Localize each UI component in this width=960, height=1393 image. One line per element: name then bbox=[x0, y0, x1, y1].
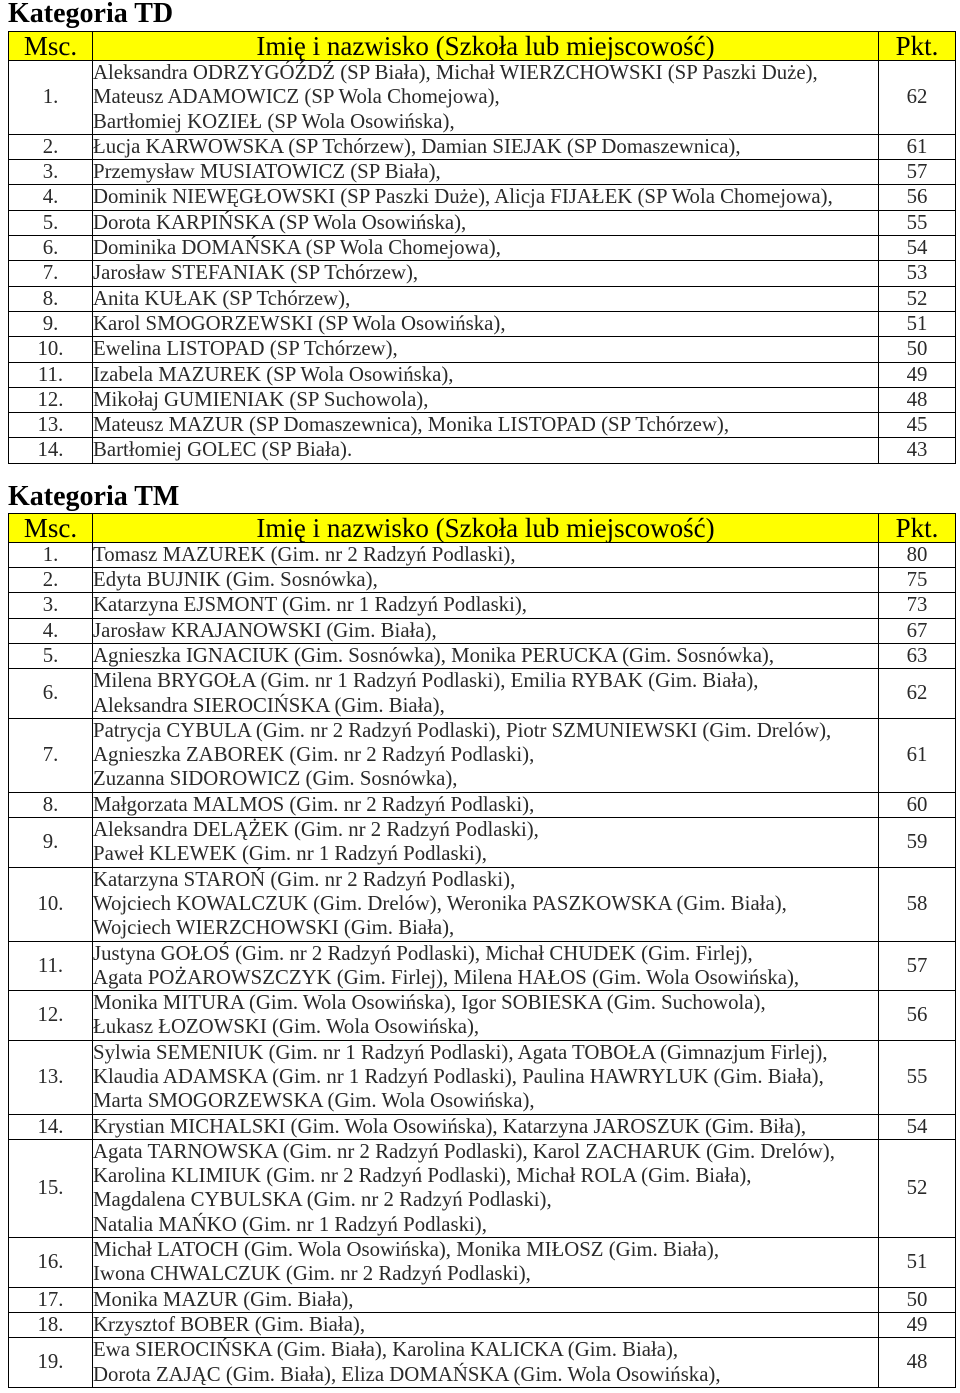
place-cell: 1. bbox=[9, 61, 93, 135]
participants-cell bbox=[93, 337, 879, 362]
points-cell: 52 bbox=[879, 1139, 956, 1237]
category-title-tm: Kategoria TM bbox=[8, 480, 180, 512]
participant-line: Agnieszka IGNACIUK (Gim. Sosnówka), Monika PERUCKA (Gim. Sosnówka), bbox=[93, 643, 775, 667]
points-cell: 51 bbox=[879, 311, 956, 336]
results-table-tm bbox=[8, 513, 956, 1388]
table-row bbox=[9, 61, 956, 135]
participant-line: Jarosław STEFANIAK (SP Tchórzew), bbox=[93, 261, 419, 285]
place-cell: 4. bbox=[9, 185, 93, 210]
points-cell: 50 bbox=[879, 337, 956, 362]
table-row bbox=[9, 818, 956, 868]
place-cell: 9. bbox=[9, 311, 93, 336]
participants-cell bbox=[93, 991, 879, 1041]
points-cell: 52 bbox=[879, 286, 956, 311]
results-table-td bbox=[8, 31, 956, 464]
place-cell: 11. bbox=[9, 941, 93, 991]
table-row bbox=[9, 669, 956, 719]
participant-line: Marta SMOGORZEWSKA (Gim. Wola Osowińska), bbox=[93, 1089, 535, 1113]
table-row bbox=[9, 718, 956, 792]
participants-cell bbox=[93, 261, 879, 286]
table-row bbox=[9, 941, 956, 991]
participant-line: Karol SMOGORZEWSKI (SP Wola Osowińska), bbox=[93, 311, 506, 335]
table-row bbox=[9, 362, 956, 387]
participants-cell bbox=[93, 1238, 879, 1288]
points-cell: 49 bbox=[879, 1312, 956, 1337]
table-row bbox=[9, 593, 956, 618]
place-cell: 13. bbox=[9, 413, 93, 438]
table-body-tm bbox=[9, 542, 956, 1387]
points-cell: 56 bbox=[879, 185, 956, 210]
table-row bbox=[9, 1238, 956, 1288]
participant-line: Dorota ZAJĄC (Gim. Biała), Eliza DOMAŃSKA (Gim. Wola Osowińska), bbox=[93, 1362, 721, 1386]
points-cell: 50 bbox=[879, 1287, 956, 1312]
participants-cell bbox=[93, 643, 879, 668]
table-header-row bbox=[9, 513, 956, 542]
header-place: Msc. bbox=[9, 513, 93, 542]
participant-line: Małgorzata MALMOS (Gim. nr 2 Radzyń Podlaski), bbox=[93, 792, 535, 816]
points-cell: 51 bbox=[879, 1238, 956, 1288]
table-row bbox=[9, 337, 956, 362]
place-cell: 3. bbox=[9, 593, 93, 618]
place-cell: 6. bbox=[9, 236, 93, 261]
place-cell: 7. bbox=[9, 718, 93, 792]
table-row bbox=[9, 1312, 956, 1337]
participant-line: Krzysztof BOBER (Gim. Biała), bbox=[93, 1312, 366, 1336]
participant-line: Karolina KLIMIUK (Gim. nr 2 Radzyń Podlaski), Michał ROLA (Gim. Biała), bbox=[93, 1164, 752, 1188]
table-row bbox=[9, 286, 956, 311]
place-cell: 14. bbox=[9, 438, 93, 463]
points-cell: 57 bbox=[879, 941, 956, 991]
table-header-row bbox=[9, 32, 956, 61]
points-cell: 54 bbox=[879, 236, 956, 261]
participant-line: Dominik NIEWĘGŁOWSKI (SP Paszki Duże), Alicja FIJAŁEK (SP Wola Chomejowa), bbox=[93, 185, 833, 209]
participants-cell bbox=[93, 941, 879, 991]
participant-line: Monika MAZUR (Gim. Biała), bbox=[93, 1287, 354, 1311]
table-row bbox=[9, 210, 956, 235]
participant-line: Łucja KARWOWSKA (SP Tchórzew), Damian SIEJAK (SP Domaszewnica), bbox=[93, 134, 741, 158]
table-row bbox=[9, 438, 956, 463]
points-cell: 61 bbox=[879, 134, 956, 159]
table-row bbox=[9, 643, 956, 668]
participants-cell bbox=[93, 568, 879, 593]
participant-line: Monika MITURA (Gim. Wola Osowińska), Igor SOBIESKA (Gim. Suchowola), bbox=[93, 991, 766, 1015]
participant-line: Mateusz ADAMOWICZ (SP Wola Chomejowa), bbox=[93, 85, 500, 109]
participants-cell bbox=[93, 311, 879, 336]
points-cell: 56 bbox=[879, 991, 956, 1041]
place-cell: 2. bbox=[9, 568, 93, 593]
points-cell: 55 bbox=[879, 1040, 956, 1114]
participant-line: Michał LATOCH (Gim. Wola Osowińska), Monika MIŁOSZ (Gim. Biała), bbox=[93, 1238, 720, 1262]
participant-line: Iwona CHWALCZUK (Gim. nr 2 Radzyń Podlaski), bbox=[93, 1262, 531, 1286]
place-cell: 12. bbox=[9, 387, 93, 412]
points-cell: 49 bbox=[879, 362, 956, 387]
participant-line: Tomasz MAZUREK (Gim. nr 2 Radzyń Podlaski), bbox=[93, 542, 516, 566]
header-place: Msc. bbox=[9, 32, 93, 61]
table-row bbox=[9, 991, 956, 1041]
table-row bbox=[9, 1287, 956, 1312]
table-row bbox=[9, 1114, 956, 1139]
participants-cell bbox=[93, 718, 879, 792]
participant-line: Agata TARNOWSKA (Gim. nr 2 Radzyń Podlaski), Karol ZACHARUK (Gim. Drelów), bbox=[93, 1139, 835, 1163]
participants-cell bbox=[93, 1287, 879, 1312]
table-row bbox=[9, 792, 956, 817]
place-cell: 18. bbox=[9, 1312, 93, 1337]
participants-cell bbox=[93, 542, 879, 567]
participant-line: Mateusz MAZUR (SP Domaszewnica), Monika LISTOPAD (SP Tchórzew), bbox=[93, 413, 730, 437]
points-cell: 54 bbox=[879, 1114, 956, 1139]
participants-cell bbox=[93, 618, 879, 643]
points-cell: 53 bbox=[879, 261, 956, 286]
table-body-td bbox=[9, 61, 956, 464]
participants-cell bbox=[93, 1040, 879, 1114]
points-cell: 67 bbox=[879, 618, 956, 643]
points-cell: 45 bbox=[879, 413, 956, 438]
participant-line: Klaudia ADAMSKA (Gim. nr 1 Radzyń Podlaski), Paulina HAWRYLUK (Gim. Biała), bbox=[93, 1064, 824, 1088]
participants-cell bbox=[93, 61, 879, 135]
points-cell: 48 bbox=[879, 1338, 956, 1388]
participant-line: Justyna GOŁOŚ (Gim. nr 2 Radzyń Podlaski), Michał CHUDEK (Gim. Firlej), bbox=[93, 941, 753, 965]
place-cell: 9. bbox=[9, 818, 93, 868]
participants-cell bbox=[93, 1338, 879, 1388]
points-cell: 57 bbox=[879, 160, 956, 185]
place-cell: 6. bbox=[9, 669, 93, 719]
place-cell: 3. bbox=[9, 160, 93, 185]
participant-line: Agnieszka ZABOREK (Gim. nr 2 Radzyń Podlaski), bbox=[93, 743, 535, 767]
header-points: Pkt. bbox=[879, 32, 956, 61]
table-row bbox=[9, 867, 956, 941]
participant-line: Paweł KLEWEK (Gim. nr 1 Radzyń Podlaski), bbox=[93, 842, 487, 866]
participants-cell bbox=[93, 185, 879, 210]
table-row bbox=[9, 618, 956, 643]
participant-line: Aleksandra ODRZYGÓŹDŹ (SP Biała), Michał WIERZCHOWSKI (SP Paszki Duże), bbox=[93, 61, 818, 84]
participant-line: Łukasz ŁOZOWSKI (Gim. Wola Osowińska), bbox=[93, 1015, 480, 1039]
participant-line: Katarzyna EJSMONT (Gim. nr 1 Radzyń Podlaski), bbox=[93, 593, 527, 617]
participant-line: Jarosław KRAJANOWSKI (Gim. Biała), bbox=[93, 618, 437, 642]
participant-line: Anita KUŁAK (SP Tchórzew), bbox=[93, 286, 351, 310]
participants-cell bbox=[93, 1312, 879, 1337]
participants-cell bbox=[93, 867, 879, 941]
participant-line: Milena BRYGOŁA (Gim. nr 1 Radzyń Podlaski), Emilia RYBAK (Gim. Biała), bbox=[93, 669, 759, 693]
points-cell: 55 bbox=[879, 210, 956, 235]
points-cell: 73 bbox=[879, 593, 956, 618]
category-title-td: Kategoria TD bbox=[8, 0, 174, 29]
points-cell: 80 bbox=[879, 542, 956, 567]
place-cell: 5. bbox=[9, 210, 93, 235]
table-row bbox=[9, 568, 956, 593]
participant-line: Agata POŻAROWSZCZYK (Gim. Firlej), Milena HAŁOS (Gim. Wola Osowińska), bbox=[93, 965, 800, 989]
participant-line: Patrycja CYBULA (Gim. nr 2 Radzyń Podlaski), Piotr SZMUNIEWSKI (Gim. Drelów), bbox=[93, 718, 832, 742]
place-cell: 10. bbox=[9, 867, 93, 941]
participant-line: Bartłomiej KOZIEŁ (SP Wola Osowińska), bbox=[93, 109, 455, 133]
participant-line: Edyta BUJNIK (Gim. Sosnówka), bbox=[93, 568, 378, 592]
participant-line: Przemysław MUSIATOWICZ (SP Biała), bbox=[93, 160, 441, 184]
participants-cell bbox=[93, 362, 879, 387]
place-cell: 1. bbox=[9, 542, 93, 567]
participants-cell bbox=[93, 1139, 879, 1237]
participant-line: Wojciech KOWALCZUK (Gim. Drelów), Weronika PASZKOWSKA (Gim. Biała), bbox=[93, 891, 787, 915]
place-cell: 8. bbox=[9, 792, 93, 817]
participant-line: Ewelina LISTOPAD (SP Tchórzew), bbox=[93, 337, 398, 361]
place-cell: 19. bbox=[9, 1338, 93, 1388]
participants-cell bbox=[93, 1114, 879, 1139]
participant-line: Aleksandra DELĄŻEK (Gim. nr 2 Radzyń Podlaski), bbox=[93, 818, 539, 842]
table-row bbox=[9, 261, 956, 286]
points-cell: 60 bbox=[879, 792, 956, 817]
place-cell: 8. bbox=[9, 286, 93, 311]
place-cell: 10. bbox=[9, 337, 93, 362]
place-cell: 7. bbox=[9, 261, 93, 286]
participant-line: Krystian MICHALSKI (Gim. Wola Osowińska), Katarzyna JAROSZUK (Gim. Biła), bbox=[93, 1114, 807, 1138]
place-cell: 4. bbox=[9, 618, 93, 643]
place-cell: 16. bbox=[9, 1238, 93, 1288]
participants-cell bbox=[93, 134, 879, 159]
table-row bbox=[9, 185, 956, 210]
points-cell: 48 bbox=[879, 387, 956, 412]
participant-line: Aleksandra SIEROCIŃSKA (Gim. Biała), bbox=[93, 693, 445, 717]
points-cell: 63 bbox=[879, 643, 956, 668]
header-name: Imię i nazwisko (Szkoła lub miejscowość) bbox=[93, 32, 879, 61]
points-cell: 62 bbox=[879, 61, 956, 135]
participant-line: Zuzanna SIDOROWICZ (Gim. Sosnówka), bbox=[93, 767, 458, 791]
participants-cell bbox=[93, 413, 879, 438]
participants-cell bbox=[93, 792, 879, 817]
participants-cell bbox=[93, 236, 879, 261]
participants-cell bbox=[93, 387, 879, 412]
participant-line: Katarzyna STAROŃ (Gim. nr 2 Radzyń Podlaski), bbox=[93, 867, 516, 891]
place-cell: 2. bbox=[9, 134, 93, 159]
place-cell: 14. bbox=[9, 1114, 93, 1139]
table-row bbox=[9, 311, 956, 336]
participant-line: Sylwia SEMENIUK (Gim. nr 1 Radzyń Podlaski), Agata TOBOŁA (Gimnazjum Firlej), bbox=[93, 1040, 828, 1064]
participants-cell bbox=[93, 669, 879, 719]
table-row bbox=[9, 1338, 956, 1388]
participant-line: Natalia MAŃKO (Gim. nr 1 Radzyń Podlaski), bbox=[93, 1212, 487, 1236]
table-row bbox=[9, 1139, 956, 1237]
participant-line: Dorota KARPIŃSKA (SP Wola Osowińska), bbox=[93, 210, 467, 234]
table-row bbox=[9, 413, 956, 438]
place-cell: 12. bbox=[9, 991, 93, 1041]
participant-line: Ewa SIEROCIŃSKA (Gim. Biała), Karolina KALICKA (Gim. Biała), bbox=[93, 1338, 679, 1362]
place-cell: 17. bbox=[9, 1287, 93, 1312]
points-cell: 43 bbox=[879, 438, 956, 463]
table-row bbox=[9, 160, 956, 185]
points-cell: 75 bbox=[879, 568, 956, 593]
table-row bbox=[9, 236, 956, 261]
participant-line: Dominika DOMAŃSKA (SP Wola Chomejowa), bbox=[93, 236, 501, 260]
place-cell: 5. bbox=[9, 643, 93, 668]
participants-cell bbox=[93, 160, 879, 185]
place-cell: 13. bbox=[9, 1040, 93, 1114]
participants-cell bbox=[93, 593, 879, 618]
table-row bbox=[9, 387, 956, 412]
place-cell: 11. bbox=[9, 362, 93, 387]
participants-cell bbox=[93, 210, 879, 235]
participant-line: Wojciech WIERZCHOWSKI (Gim. Biała), bbox=[93, 916, 455, 940]
points-cell: 59 bbox=[879, 818, 956, 868]
points-cell: 58 bbox=[879, 867, 956, 941]
participant-line: Mikołaj GUMIENIAK (SP Suchowola), bbox=[93, 387, 429, 411]
table-row bbox=[9, 134, 956, 159]
participants-cell bbox=[93, 286, 879, 311]
participant-line: Izabela MAZUREK (SP Wola Osowińska), bbox=[93, 362, 454, 386]
header-points: Pkt. bbox=[879, 513, 956, 542]
place-cell: 15. bbox=[9, 1139, 93, 1237]
participants-cell bbox=[93, 438, 879, 463]
participants-cell bbox=[93, 818, 879, 868]
table-row bbox=[9, 542, 956, 567]
header-name: Imię i nazwisko (Szkoła lub miejscowość) bbox=[93, 513, 879, 542]
points-cell: 61 bbox=[879, 718, 956, 792]
table-row bbox=[9, 1040, 956, 1114]
participant-line: Bartłomiej GOLEC (SP Biała). bbox=[93, 438, 353, 462]
participant-line: Magdalena CYBULSKA (Gim. nr 2 Radzyń Podlaski), bbox=[93, 1188, 552, 1212]
points-cell: 62 bbox=[879, 669, 956, 719]
